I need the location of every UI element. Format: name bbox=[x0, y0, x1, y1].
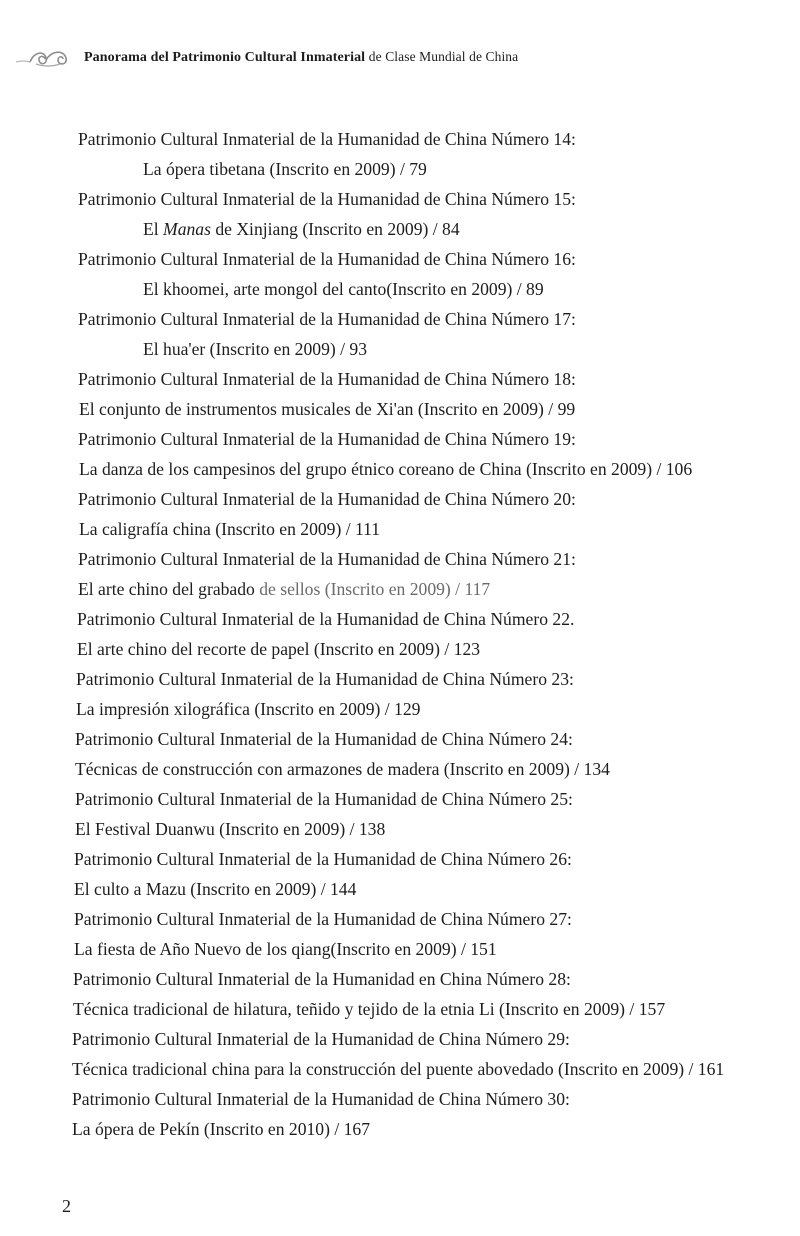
entry-title: La fiesta de Año Nuevo de los qiang(Inscrito en 2009) / 151 bbox=[74, 939, 497, 959]
entry-heading: Patrimonio Cultural Inmaterial de la Humanidad de China Número 19: bbox=[78, 429, 576, 449]
entry-title: La danza de los campesinos del grupo étnico coreano de China (Inscrito en 2009) / 106 bbox=[79, 459, 693, 479]
entry-title: El Festival Duanwu (Inscrito en 2009) / 138 bbox=[75, 819, 386, 839]
entry-heading: Patrimonio Cultural Inmaterial de la Humanidad en China Número 28: bbox=[73, 969, 571, 989]
entry-title bbox=[143, 218, 460, 240]
entry-heading: Patrimonio Cultural Inmaterial de la Humanidad de China Número 15: bbox=[78, 189, 576, 209]
entry-title-italic: Manas bbox=[163, 219, 211, 239]
entry-heading: Patrimonio Cultural Inmaterial de la Humanidad de China Número 30: bbox=[72, 1089, 570, 1109]
entry-heading: Patrimonio Cultural Inmaterial de la Humanidad de China Número 16: bbox=[78, 249, 576, 269]
entry-heading: Patrimonio Cultural Inmaterial de la Humanidad de China Número 21: bbox=[78, 549, 576, 569]
header-title-bold: Panorama del Patrimonio Cultural Inmaterial bbox=[84, 49, 366, 65]
entry-heading: Patrimonio Cultural Inmaterial de la Humanidad de China Número 23: bbox=[76, 669, 574, 689]
entry-title: Técnicas de construcción con armazones de madera (Inscrito en 2009) / 134 bbox=[75, 759, 610, 779]
entry-title: El arte chino del recorte de papel (Inscrito en 2009) / 123 bbox=[77, 639, 481, 659]
entry-title: La caligrafía china (Inscrito en 2009) / 111 bbox=[79, 519, 381, 539]
entry-heading: Patrimonio Cultural Inmaterial de la Humanidad de China Número 26: bbox=[74, 849, 572, 869]
entry-heading: Patrimonio Cultural Inmaterial de la Humanidad de China Número 27: bbox=[74, 909, 572, 929]
entry-title-part: de Xinjiang (Inscrito en 2009) / 84 bbox=[210, 219, 460, 239]
entry-title: El khoomei, arte mongol del canto(Inscrito en 2009) / 89 bbox=[143, 279, 544, 299]
entry-title: La ópera de Pekín (Inscrito en 2010) / 167 bbox=[72, 1119, 371, 1139]
entry-heading: Patrimonio Cultural Inmaterial de la Humanidad de China Número 17: bbox=[78, 309, 576, 329]
entry-title bbox=[78, 578, 490, 600]
entry-title: Técnica tradicional de hilatura, teñido y tejido de la etnia Li (Inscrito en 2009) / 157 bbox=[73, 999, 666, 1019]
entry-title-part: El arte chino del grabado bbox=[78, 579, 260, 599]
entry-heading: Patrimonio Cultural Inmaterial de la Humanidad de China Número 20: bbox=[78, 489, 576, 509]
page-number: 2 bbox=[62, 1196, 71, 1216]
entry-heading: Patrimonio Cultural Inmaterial de la Humanidad de China Número 14: bbox=[78, 129, 576, 149]
entry-title: El hua'er (Inscrito en 2009) / 93 bbox=[143, 339, 368, 359]
entry-heading: Patrimonio Cultural Inmaterial de la Humanidad de China Número 29: bbox=[72, 1029, 570, 1049]
header-title-plain: de Clase Mundial de China bbox=[368, 48, 519, 64]
entry-title: El culto a Mazu (Inscrito en 2009) / 144 bbox=[74, 879, 357, 899]
entry-heading: Patrimonio Cultural Inmaterial de la Humanidad de China Número 25: bbox=[75, 789, 573, 809]
entry-title-part: El bbox=[143, 219, 164, 239]
entry-title-faded-part: de sellos (Inscrito en 2009) / 117 bbox=[259, 579, 491, 599]
entry-title: El conjunto de instrumentos musicales de Xi'an (Inscrito en 2009) / 99 bbox=[79, 399, 576, 419]
entry-heading: Patrimonio Cultural Inmaterial de la Humanidad de China Número 22. bbox=[77, 609, 575, 629]
entry-title: La impresión xilográfica (Inscrito en 2009) / 129 bbox=[76, 699, 421, 719]
entry-title: La ópera tibetana (Inscrito en 2009) / 79 bbox=[143, 159, 427, 179]
entry-heading: Patrimonio Cultural Inmaterial de la Humanidad de China Número 24: bbox=[75, 729, 573, 749]
entry-heading: Patrimonio Cultural Inmaterial de la Humanidad de China Número 18: bbox=[78, 369, 576, 389]
entry-title: Técnica tradicional china para la construcción del puente abovedado (Inscrito en 2009) / 161 bbox=[72, 1059, 725, 1079]
